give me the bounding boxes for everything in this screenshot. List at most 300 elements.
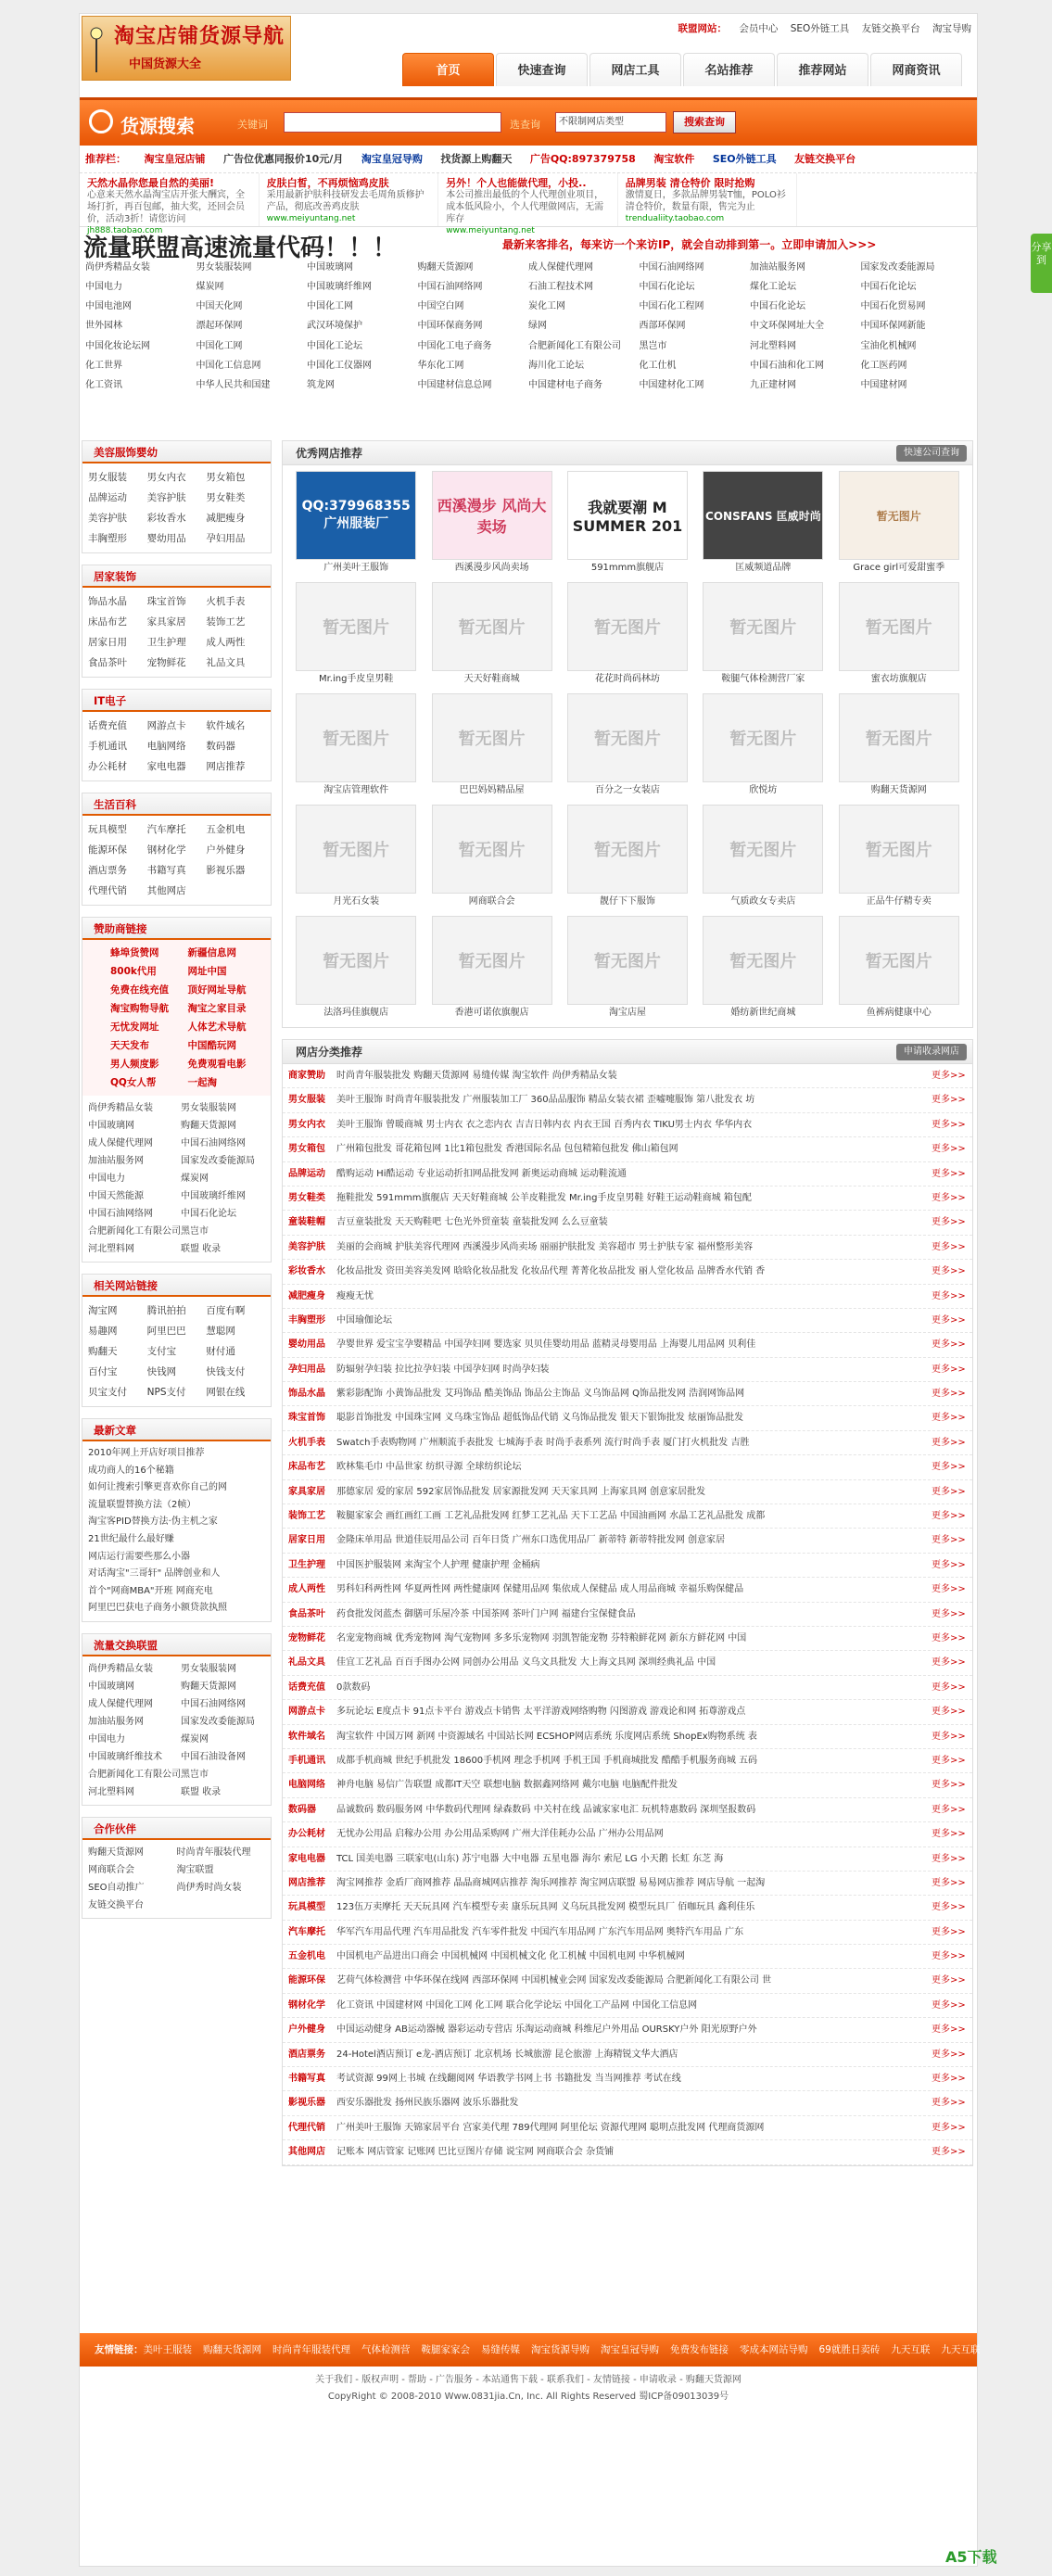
footer-link[interactable]: 易缝传媒 bbox=[481, 2344, 520, 2355]
link-item[interactable]: 网址中国 bbox=[187, 966, 227, 977]
recommend-link[interactable]: 淘宝皇冠店铺 bbox=[144, 153, 206, 165]
link-item[interactable]: 能源环保 bbox=[88, 844, 127, 856]
grid-link[interactable]: 中国化妆论坛网 bbox=[85, 340, 150, 351]
link-item[interactable]: 联盟 收录 bbox=[181, 1786, 222, 1797]
category-name[interactable]: 食品茶叶 bbox=[288, 1608, 325, 1619]
category-name[interactable]: 丰胸塑形 bbox=[288, 1314, 325, 1326]
link-item[interactable]: 首个"网商MBA"开班 网商充电 bbox=[88, 1585, 213, 1596]
shop-card[interactable] bbox=[560, 693, 695, 799]
grid-link[interactable]: 中国石化论坛 bbox=[860, 282, 917, 293]
category-name[interactable]: 其他网店 bbox=[288, 2147, 325, 2158]
grid-link[interactable]: 购翻天货源网 bbox=[417, 262, 474, 273]
link-item[interactable]: 网店推荐 bbox=[206, 761, 246, 772]
category-name[interactable]: 火机手表 bbox=[288, 1437, 325, 1448]
link-item[interactable]: 网游点卡 bbox=[146, 720, 186, 731]
shop-name[interactable]: 591mmm旗舰店 bbox=[590, 563, 665, 573]
link-item[interactable]: 免费在线充值 bbox=[110, 984, 169, 996]
link-item[interactable]: 户外健身 bbox=[206, 844, 246, 856]
footer-link[interactable]: 九天互联 bbox=[941, 2344, 981, 2355]
category-links[interactable]: 24-Hotel酒店预订 e龙-酒店预订 北京机场 长城旅游 昆仑旅游 上海精锐文华大酒店 bbox=[336, 2049, 678, 2060]
shop-thumbnail[interactable]: 暂无图片 bbox=[839, 693, 959, 782]
more-link[interactable]: 更多>> bbox=[932, 1095, 966, 1106]
grid-link[interactable]: 中国化工论坛 bbox=[307, 340, 362, 351]
top-nav-link[interactable]: 淘宝导购 bbox=[932, 23, 971, 34]
more-link[interactable]: 更多>> bbox=[932, 1853, 966, 1864]
footer-link[interactable]: 气体检测营 bbox=[361, 2344, 411, 2355]
category-links[interactable]: 美叶王服饰 时尚青年服装批发 广州服装加工厂 360品品服饰 精品女装衣裙 歪嘘嚏服饰 第八批发衣 坊 bbox=[336, 1095, 755, 1106]
category-links[interactable]: Swatch手表购物网 广州顺流手表批发 七城海手表 时尚手表系列 流行时尚手表 厦门打火机批发 吉胜 bbox=[336, 1437, 750, 1448]
footer-link[interactable]: 淘宝货源导购 bbox=[531, 2344, 589, 2355]
category-links[interactable]: 瘦瘦无忧 bbox=[336, 1290, 374, 1301]
category-links[interactable]: 欧林集毛巾 中品世家 纺织寻源 全球纺织论坛 bbox=[336, 1462, 522, 1473]
more-link[interactable]: 更多>> bbox=[932, 1829, 966, 1840]
top-nav-link[interactable]: SEO外链工具 bbox=[790, 23, 850, 34]
top-nav-link[interactable]: 友链交换平台 bbox=[861, 23, 920, 34]
category-name[interactable]: 电脑网络 bbox=[288, 1780, 325, 1791]
link-item[interactable]: 腾讯拍拍 bbox=[146, 1305, 186, 1316]
grid-link[interactable]: 武汉环境保护 bbox=[307, 321, 362, 332]
footer-link[interactable]: 九天互联 bbox=[891, 2344, 931, 2355]
category-name[interactable]: 网店推荐 bbox=[288, 1877, 325, 1888]
link-item[interactable]: 宠物鲜花 bbox=[146, 657, 186, 668]
category-name[interactable]: 男女服装 bbox=[288, 1095, 325, 1106]
link-item[interactable]: 中国玻璃纤维网 bbox=[181, 1191, 246, 1201]
shop-name[interactable]: 匡威频道品牌 bbox=[735, 563, 792, 573]
text-ad[interactable] bbox=[80, 173, 260, 235]
grid-link[interactable]: 中国天化网 bbox=[196, 301, 243, 312]
link-item[interactable]: 淘宝联盟 bbox=[176, 1864, 214, 1875]
category-name[interactable]: 户外健身 bbox=[288, 2024, 325, 2036]
more-link[interactable]: 更多>> bbox=[932, 1413, 966, 1424]
link-item[interactable]: 手机通讯 bbox=[88, 741, 127, 752]
grid-link[interactable]: 合肥新闻化工有限公司 bbox=[528, 340, 621, 351]
link-item[interactable]: 中国石油网络网 bbox=[181, 1698, 246, 1709]
link-item[interactable]: 网店运行需要些那么小器 bbox=[88, 1551, 190, 1562]
shop-card[interactable] bbox=[831, 582, 967, 688]
link-item[interactable]: 阿里巴巴获电子商务小额贷款执照 bbox=[88, 1603, 227, 1614]
shop-thumbnail[interactable]: 暂无图片 bbox=[703, 582, 823, 671]
link-item[interactable]: 火机手表 bbox=[206, 596, 246, 607]
footer-link[interactable]: 淘宝皇冠导购 bbox=[601, 2344, 659, 2355]
link-item[interactable]: 孕妇用品 bbox=[206, 533, 246, 544]
link-item[interactable]: 男女装服装网 bbox=[181, 1103, 236, 1113]
shop-thumbnail[interactable]: 暂无图片 bbox=[296, 582, 416, 671]
link-item[interactable]: 阿里巴巴 bbox=[146, 1326, 186, 1337]
shop-thumbnail[interactable]: 暂无图片 bbox=[567, 693, 688, 782]
shop-card[interactable] bbox=[831, 693, 967, 799]
shop-card[interactable] bbox=[560, 471, 695, 577]
more-link[interactable]: 更多>> bbox=[932, 1314, 966, 1326]
link-item[interactable]: 对话淘宝"三哥轩" 品牌创业和人 bbox=[88, 1568, 221, 1580]
category-links[interactable]: 0款数码 bbox=[336, 1681, 371, 1693]
link-item[interactable]: 钢材化学 bbox=[146, 844, 186, 856]
link-item[interactable]: 中国玻璃网 bbox=[88, 1681, 134, 1692]
category-name[interactable]: 办公耗材 bbox=[288, 1829, 325, 1840]
footer-link[interactable]: 69就胜日卖砖 bbox=[818, 2344, 881, 2355]
shop-card[interactable] bbox=[424, 471, 559, 577]
link-item[interactable]: 河北塑料网 bbox=[88, 1244, 134, 1254]
link-item[interactable]: 礼品文具 bbox=[206, 657, 246, 668]
more-link[interactable]: 更多>> bbox=[932, 1535, 966, 1546]
grid-link[interactable]: 世外园林 bbox=[85, 321, 122, 332]
link-item[interactable]: 800k代用 bbox=[110, 966, 157, 977]
shop-thumbnail[interactable]: 暂无图片 bbox=[703, 916, 823, 1005]
link-item[interactable]: 免费观看电影 bbox=[187, 1059, 247, 1070]
text-ad[interactable] bbox=[797, 173, 977, 226]
category-links[interactable]: 中国运动健身 AB运动器械 器彩运动专营店 乐淘运动商城 科维尼户外用品 OURSKY户外 阳光原野户外 bbox=[336, 2024, 757, 2036]
more-link[interactable]: 更多>> bbox=[932, 1339, 966, 1351]
shop-name[interactable]: 天天好鞋商城 bbox=[463, 674, 520, 684]
shop-name[interactable]: 淘宝店管理软件 bbox=[323, 785, 389, 795]
link-item[interactable]: 蜂埠货赞网 bbox=[110, 947, 159, 958]
more-link[interactable]: 更多>> bbox=[932, 1389, 966, 1400]
link-item[interactable]: 合肥新闻化工有限公司 bbox=[88, 1769, 181, 1780]
link-item[interactable]: 五金机电 bbox=[206, 824, 246, 835]
link-item[interactable]: 购翻天货源网 bbox=[88, 1846, 144, 1858]
shop-card[interactable] bbox=[424, 693, 559, 799]
footer-link[interactable]: 购翻天货源网 bbox=[203, 2344, 261, 2355]
grid-link[interactable]: 中国建材信息总网 bbox=[417, 379, 492, 390]
link-item[interactable]: 一起淘 bbox=[187, 1077, 217, 1088]
grid-link[interactable]: 中华人民共和国建 bbox=[196, 379, 271, 390]
link-item[interactable]: 食品茶叶 bbox=[88, 657, 127, 668]
category-links[interactable]: 华军汽车用品代理 汽车用品批发 汽车零件批发 中国汽车用品网 广东汽车用品网 奥特汽车用品 广东 bbox=[336, 1926, 744, 1937]
more-link[interactable]: 更多>> bbox=[932, 2049, 966, 2060]
shop-card[interactable] bbox=[560, 582, 695, 688]
more-link[interactable]: 更多>> bbox=[932, 1290, 966, 1301]
link-item[interactable]: 购翻天货源网 bbox=[181, 1121, 236, 1131]
category-name[interactable]: 手机通讯 bbox=[288, 1755, 325, 1766]
category-links[interactable]: 化妆品批发 资田美容美发网 晗晗化妆品批发 化妆品代理 菁菁化妆品批发 丽人堂化妆品 品牌香水代销 香 bbox=[336, 1266, 766, 1277]
shop-thumbnail[interactable]: 暂无图片 bbox=[703, 693, 823, 782]
link-item[interactable]: 购翻天货源网 bbox=[181, 1681, 236, 1692]
category-name[interactable]: 男女鞋类 bbox=[288, 1192, 325, 1203]
category-links[interactable]: 金隆床单用品 世道佳辰用品公司 百年日货 广州东口选优用品厂 新蒂特 新蒂特批发网 创意家居 bbox=[336, 1535, 726, 1546]
link-item[interactable]: 新疆信息网 bbox=[187, 947, 236, 958]
link-item[interactable]: SEO自动推广 bbox=[88, 1882, 145, 1893]
link-item[interactable]: 居家日用 bbox=[88, 637, 127, 648]
more-link[interactable]: 更多>> bbox=[932, 2147, 966, 2158]
shop-thumbnail[interactable]: 暂无图片 bbox=[432, 582, 552, 671]
footer-link[interactable]: 零成本网站导购 bbox=[740, 2344, 808, 2355]
more-link[interactable]: 更多>> bbox=[932, 1437, 966, 1448]
category-name[interactable]: 婴幼用品 bbox=[288, 1339, 325, 1351]
more-link[interactable]: 更多>> bbox=[932, 1584, 966, 1595]
link-item[interactable]: 男女鞋类 bbox=[206, 492, 246, 503]
grid-link[interactable]: 中国化工网 bbox=[196, 340, 243, 351]
tab-quick-search[interactable]: 快速查询 bbox=[496, 53, 588, 86]
shop-name[interactable]: 法洛玛佳旗舰店 bbox=[323, 1008, 389, 1018]
shop-name[interactable]: 正品牛仔精专卖 bbox=[866, 896, 932, 907]
shop-card[interactable] bbox=[424, 582, 559, 688]
link-item[interactable]: 汽车摩托 bbox=[146, 824, 186, 835]
category-name[interactable]: 居家日用 bbox=[288, 1535, 325, 1546]
grid-link[interactable]: 中国建材电子商务 bbox=[528, 379, 602, 390]
category-name[interactable]: 软件域名 bbox=[288, 1731, 325, 1742]
link-item[interactable]: 减肥瘦身 bbox=[206, 513, 246, 524]
category-links[interactable]: 时尚青年服装批发 购翻天货源网 易缝传媒 淘宝软件 尚伊秀精品女装 bbox=[336, 1071, 617, 1081]
category-name[interactable]: 家电电器 bbox=[288, 1853, 325, 1864]
category-links[interactable]: 123伍万卖摩托 天天玩具网 汽车模型专卖 康乐玩具网 义乌玩具批发网 模型玩具厂 佰咖玩具 鑫利佳乐 bbox=[336, 1902, 755, 1913]
shop-thumbnail[interactable]: 暂无图片 bbox=[296, 916, 416, 1005]
shop-thumbnail[interactable]: 暂无图片 bbox=[703, 805, 823, 894]
shop-name[interactable]: 香港可诺依旗舰店 bbox=[454, 1008, 529, 1018]
link-item[interactable]: 中国酷玩网 bbox=[187, 1040, 236, 1051]
grid-link[interactable]: 国家发改委能源局 bbox=[860, 262, 935, 273]
link-item[interactable]: 煤炭网 bbox=[181, 1174, 209, 1184]
link-item[interactable]: 男女内衣 bbox=[146, 472, 186, 483]
top-nav-link[interactable]: 会员中心 bbox=[739, 23, 779, 34]
link-item[interactable]: 美容护肤 bbox=[146, 492, 186, 503]
grid-link[interactable]: 化工世界 bbox=[85, 360, 122, 371]
link-item[interactable]: 无忧发网址 bbox=[110, 1022, 159, 1033]
shop-thumbnail[interactable]: 暂无图片 bbox=[839, 582, 959, 671]
link-item[interactable]: 影视乐器 bbox=[206, 865, 246, 876]
link-item[interactable]: 尚伊秀时尚女装 bbox=[176, 1882, 242, 1893]
category-name[interactable]: 能源环保 bbox=[288, 1975, 325, 1986]
shop-thumbnail[interactable]: 暂无图片 bbox=[432, 693, 552, 782]
grid-link[interactable]: 海川化工论坛 bbox=[528, 360, 584, 371]
shop-thumbnail[interactable]: 暂无图片 bbox=[432, 916, 552, 1005]
category-links[interactable]: 考试资源 99网上书城 在线翻阅网 华语教学书网上书 书籍批发 当当网推荐 考试在线 bbox=[336, 2074, 681, 2085]
shop-name[interactable]: 西溪漫步风尚卖场 bbox=[454, 563, 529, 573]
link-item[interactable]: 卫生护理 bbox=[146, 637, 186, 648]
category-links[interactable]: 广州美叶王服饰 天锦家居平台 宫家美代理 789代理网 阿里伦坛 资源代理网 聪明点批发网 代理商货源网 bbox=[336, 2122, 765, 2133]
link-item[interactable]: 丰胸塑形 bbox=[88, 533, 127, 544]
ad-title[interactable]: 另外！个人也能做代理，小投.. bbox=[446, 177, 587, 189]
grid-link[interactable]: 中国化工电子商务 bbox=[417, 340, 492, 351]
link-item[interactable]: 办公耗材 bbox=[88, 761, 127, 772]
grid-link[interactable]: 中国石化工程网 bbox=[639, 301, 704, 312]
link-item[interactable]: 彩妆香水 bbox=[146, 513, 186, 524]
link-item[interactable]: 男女装服装网 bbox=[181, 1663, 236, 1674]
shop-card[interactable] bbox=[288, 471, 424, 577]
more-link[interactable]: 更多>> bbox=[932, 1632, 966, 1643]
link-item[interactable]: 煤炭网 bbox=[181, 1733, 209, 1745]
grid-link[interactable]: 华东化工网 bbox=[417, 360, 464, 371]
link-item[interactable]: 2010年网上开店好项目推荐 bbox=[88, 1448, 205, 1458]
more-link[interactable]: 更多>> bbox=[932, 1486, 966, 1497]
more-link[interactable]: 更多>> bbox=[932, 1217, 966, 1228]
shop-name[interactable]: 蜜衣坊旗舰店 bbox=[870, 674, 927, 684]
grid-link[interactable]: 中国石化论坛 bbox=[639, 282, 695, 293]
link-item[interactable]: 人体艺术导航 bbox=[187, 1022, 247, 1033]
link-item[interactable]: 快钱网 bbox=[146, 1366, 177, 1377]
link-item[interactable]: 珠宝首饰 bbox=[146, 596, 186, 607]
grid-link[interactable]: 中国电池网 bbox=[85, 301, 132, 312]
shop-card[interactable] bbox=[831, 805, 967, 910]
more-link[interactable]: 更多>> bbox=[932, 1681, 966, 1693]
link-item[interactable]: 中国石油网络网 bbox=[88, 1209, 153, 1219]
category-name[interactable]: 酒店票务 bbox=[288, 2049, 325, 2060]
more-link[interactable]: 更多>> bbox=[932, 1804, 966, 1815]
link-item[interactable]: 淘宝客PID替换方法·伪主机之家 bbox=[88, 1516, 218, 1528]
footer-nav[interactable]: 关于我们 - 版权声明 - 帮助 - 广告服务 - 本站通售下载 - 联系我们 - 友情链接 - 申请收录 - 购翻天货源网 bbox=[315, 2375, 741, 2385]
category-name[interactable]: 代理代销 bbox=[288, 2122, 325, 2133]
shop-thumbnail[interactable]: 暂无图片 bbox=[296, 805, 416, 894]
footer-link[interactable]: 美叶王服装 bbox=[143, 2344, 192, 2355]
link-item[interactable]: 成功商人的16个秘籍 bbox=[88, 1465, 174, 1476]
grid-link[interactable]: 中国石油网络网 bbox=[417, 282, 483, 293]
link-item[interactable]: 软件域名 bbox=[206, 720, 246, 731]
category-links[interactable]: 中国医护服装网 来淘宝个人护理 健康护理 金桶病 bbox=[336, 1559, 540, 1570]
category-links[interactable]: 无忧办公用品 启稼办公用 办公用品采购网 广州大洋佳耗办公品 广州办公用品网 bbox=[336, 1829, 664, 1840]
category-links[interactable]: 广州箱包批发 哥花箱包网 1比1箱包批发 香港国际名品 包包精箱包批发 佛山箱包网 bbox=[336, 1144, 678, 1155]
site-logo[interactable] bbox=[82, 16, 291, 81]
grid-link[interactable]: 黑岂市 bbox=[639, 340, 667, 351]
more-link[interactable]: 更多>> bbox=[932, 1780, 966, 1791]
category-links[interactable]: 神舟电脑 易信广告联盟 成都IT天空 联想电脑 数据鑫网络网 戴尔电脑 电脑配件批发 bbox=[336, 1780, 678, 1791]
grid-link[interactable]: 煤化工论坛 bbox=[750, 282, 796, 293]
category-links[interactable]: 多玩论坛 E度点卡 91点卡平台 游戏点卡销售 太平洋游戏网络购物 闪图游戏 游戏论和网 拓尊游戏点 bbox=[336, 1707, 746, 1718]
shop-card[interactable] bbox=[831, 916, 967, 1022]
link-item[interactable]: 婴幼用品 bbox=[146, 533, 186, 544]
link-item[interactable]: 家电电器 bbox=[146, 761, 186, 772]
shop-thumbnail[interactable]: 暂无图片 bbox=[567, 805, 688, 894]
grid-link[interactable]: 化工医药网 bbox=[860, 360, 907, 371]
category-name[interactable]: 钢材化学 bbox=[288, 1999, 325, 2011]
link-item[interactable]: QQ女人帮 bbox=[110, 1077, 157, 1088]
category-links[interactable]: 淘宝网推荐 金盾厂商网推荐 晶晶商城网店推荐 淘乐网推荐 淘宝网店联盟 易易网店推荐 网店导航 一起淘 bbox=[336, 1877, 766, 1888]
category-name[interactable]: 礼品文具 bbox=[288, 1657, 325, 1669]
quick-company-search-button[interactable]: 快速公司查询 bbox=[896, 445, 967, 462]
grid-link[interactable]: 中国石化贸易网 bbox=[860, 301, 926, 312]
more-link[interactable]: 更多>> bbox=[932, 1951, 966, 1962]
more-link[interactable]: 更多>> bbox=[932, 1877, 966, 1888]
more-link[interactable]: 更多>> bbox=[932, 1192, 966, 1203]
link-item[interactable]: 易趣网 bbox=[88, 1326, 118, 1337]
more-link[interactable]: 更多>> bbox=[932, 2122, 966, 2133]
link-item[interactable]: 河北塑料网 bbox=[88, 1786, 134, 1797]
category-name[interactable]: 童装鞋帽 bbox=[288, 1217, 325, 1228]
link-item[interactable]: 加油站服务网 bbox=[88, 1716, 144, 1727]
more-link[interactable]: 更多>> bbox=[932, 1657, 966, 1669]
grid-link[interactable]: 中国空白网 bbox=[417, 301, 464, 312]
more-link[interactable]: 更多>> bbox=[932, 1241, 966, 1252]
recommend-link[interactable]: 淘宝皇冠导购 bbox=[361, 153, 423, 165]
link-item[interactable]: 电脑网络 bbox=[146, 741, 186, 752]
link-item[interactable]: 支付宝 bbox=[146, 1346, 177, 1357]
category-name[interactable]: 装饰工艺 bbox=[288, 1511, 325, 1522]
link-item[interactable]: 如何让搜索引擎更喜欢你自己的网 bbox=[88, 1482, 227, 1493]
category-links[interactable]: 中国瑜伽论坛 bbox=[336, 1314, 392, 1326]
slogan-banner[interactable] bbox=[80, 227, 977, 260]
category-links[interactable]: 中国机电产品进出口商会 中国机械网 中国机械文化 化工机械 中国机电网 中华机械网 bbox=[336, 1951, 685, 1962]
category-links[interactable]: 药食批发闵蓝杰 御膳可乐屋冷茶 中国茶网 茶叶门户网 福建台宝保健食品 bbox=[336, 1608, 636, 1619]
link-item[interactable]: 淘宝网 bbox=[88, 1305, 118, 1316]
tab-home[interactable]: 首页 bbox=[402, 53, 494, 86]
link-item[interactable]: 财付通 bbox=[206, 1346, 235, 1357]
more-link[interactable]: 更多>> bbox=[932, 1144, 966, 1155]
category-links[interactable]: 成都手机商城 世纪手机批发 18600手机网 理念手机网 手机王国 手机商城批发 酷酷手机服务商城 五码 bbox=[336, 1755, 758, 1766]
more-link[interactable]: 更多>> bbox=[932, 2074, 966, 2085]
grid-link[interactable]: 男女装服装网 bbox=[196, 262, 252, 273]
shop-thumbnail[interactable]: 暂无图片 bbox=[839, 471, 959, 560]
ad-title[interactable]: 品牌男装 清仓特价 限时抢购 bbox=[625, 177, 755, 189]
more-link[interactable]: 更多>> bbox=[932, 1731, 966, 1742]
category-name[interactable]: 数码器 bbox=[288, 1804, 316, 1815]
grid-link[interactable]: 中文环保网址大全 bbox=[750, 321, 824, 332]
grid-link[interactable]: 中国石油网络网 bbox=[639, 262, 704, 273]
grid-link[interactable]: 中国玻璃网 bbox=[307, 262, 353, 273]
link-item[interactable]: 网银在线 bbox=[206, 1387, 246, 1398]
more-link[interactable]: 更多>> bbox=[932, 1511, 966, 1522]
shop-type-select[interactable]: 不限制网店类型 bbox=[555, 112, 666, 133]
text-ad[interactable] bbox=[618, 173, 798, 226]
link-item[interactable]: 21世纪最什么最好赚 bbox=[88, 1533, 174, 1544]
recommend-link[interactable]: SEO外链工具 bbox=[712, 153, 777, 165]
recommend-link[interactable]: 广告位优惠同报价10元/月 bbox=[223, 153, 344, 165]
grid-link[interactable]: 石油工程技术网 bbox=[528, 282, 593, 293]
tab-famous-sites[interactable]: 名站推荐 bbox=[683, 53, 775, 86]
grid-link[interactable]: 炭化工网 bbox=[528, 301, 565, 312]
category-links[interactable]: 紫彩影配饰 小黄饰品批发 艾玛饰品 酷美饰品 饰品公主饰品 义乌饰品网 Q饰品批发网 浩润网饰品网 bbox=[336, 1389, 745, 1400]
search-button[interactable]: 搜索查询 bbox=[673, 111, 736, 133]
recommend-link[interactable]: 广告QQ:897379758 bbox=[529, 153, 636, 165]
category-links[interactable]: 名宠宠物商城 优秀宠物网 淘气宠物网 多多乐宠物网 羽凯智能宠物 芬特粮鲜花网 新东方鲜花网 中国 bbox=[336, 1632, 747, 1643]
category-name[interactable]: 话费充值 bbox=[288, 1681, 325, 1693]
link-item[interactable]: NPS支付 bbox=[146, 1387, 186, 1398]
category-name[interactable]: 饰品水晶 bbox=[288, 1389, 325, 1400]
link-item[interactable]: 时尚青年服装代理 bbox=[176, 1846, 251, 1858]
link-item[interactable]: 快钱支付 bbox=[206, 1366, 246, 1377]
link-item[interactable]: 男人频度影 bbox=[110, 1059, 159, 1070]
grid-link[interactable]: 中国建材化工网 bbox=[639, 379, 704, 390]
grid-link[interactable]: 加油站服务网 bbox=[750, 262, 805, 273]
more-link[interactable]: 更多>> bbox=[932, 2098, 966, 2109]
link-item[interactable]: 数码器 bbox=[206, 741, 235, 752]
link-item[interactable]: 国家发改委能源局 bbox=[181, 1716, 255, 1727]
category-links[interactable]: 淘宝软件 中国万网 新网 中资源域名 中国站长网 ECSHOP网店系统 乐度网店系统 ShopEx购物系统 表 bbox=[336, 1731, 757, 1742]
more-link[interactable]: 更多>> bbox=[932, 1608, 966, 1619]
shop-thumbnail[interactable]: 我就要潮 M SUMMER 201 bbox=[567, 471, 688, 560]
grid-link[interactable]: 中国石化论坛 bbox=[750, 301, 805, 312]
shop-thumbnail[interactable]: 西溪漫步 风尚大卖场 bbox=[432, 471, 552, 560]
more-link[interactable]: 更多>> bbox=[932, 1999, 966, 2011]
shop-thumbnail[interactable]: 暂无图片 bbox=[839, 805, 959, 894]
category-links[interactable]: 鞍腿家家会 画红画红工画 工艺礼品批发网 红梦工艺礼品 天下工艺品 中国油画网 水晶工艺礼品批发 成都 bbox=[336, 1511, 766, 1522]
shop-card[interactable] bbox=[424, 916, 559, 1022]
shop-card[interactable] bbox=[695, 916, 830, 1022]
link-item[interactable]: 酒店票务 bbox=[88, 865, 127, 876]
grid-link[interactable]: 河北塑料网 bbox=[750, 340, 796, 351]
link-item[interactable]: 流量联盟替换方法（2帧） bbox=[88, 1499, 196, 1510]
category-links[interactable]: 酷购运动 Hi酷运动 专业运动折扣网品批发网 新奥运动商城 运动鞋流通 bbox=[336, 1168, 627, 1179]
link-item[interactable]: 书籍写真 bbox=[146, 865, 186, 876]
link-item[interactable]: 床品布艺 bbox=[88, 616, 127, 628]
grid-link[interactable]: 中国化工仪器网 bbox=[307, 360, 372, 371]
more-link[interactable]: 更多>> bbox=[932, 1707, 966, 1718]
link-item[interactable]: 玩具模型 bbox=[88, 824, 127, 835]
keyword-input[interactable] bbox=[284, 112, 501, 133]
category-links[interactable]: 西安乐器批发 扬州民族乐器网 波乐乐器批发 bbox=[336, 2098, 519, 2109]
grid-link[interactable]: 九正建材网 bbox=[750, 379, 796, 390]
link-item[interactable]: 中国石油设备网 bbox=[181, 1751, 246, 1762]
recommend-link[interactable]: 友链交换平台 bbox=[794, 153, 856, 165]
shop-thumbnail[interactable]: QQ:379968355 广州服装厂 bbox=[296, 471, 416, 560]
link-item[interactable]: 黑岂市 bbox=[181, 1226, 209, 1237]
link-item[interactable]: 男女服装 bbox=[88, 472, 127, 483]
grid-link[interactable]: 中国环保商务网 bbox=[417, 321, 483, 332]
tab-news[interactable]: 网商资讯 bbox=[870, 53, 962, 86]
grid-link[interactable]: 中国化工网 bbox=[307, 301, 353, 312]
link-item[interactable]: 男女箱包 bbox=[206, 472, 246, 483]
category-name[interactable]: 品牌运动 bbox=[288, 1168, 325, 1179]
link-item[interactable]: 加油站服务网 bbox=[88, 1156, 144, 1166]
grid-link[interactable]: 中国石油和化工网 bbox=[750, 360, 824, 371]
category-name[interactable]: 家具家居 bbox=[288, 1486, 325, 1497]
link-item[interactable]: 成人保健代理网 bbox=[88, 1138, 153, 1148]
